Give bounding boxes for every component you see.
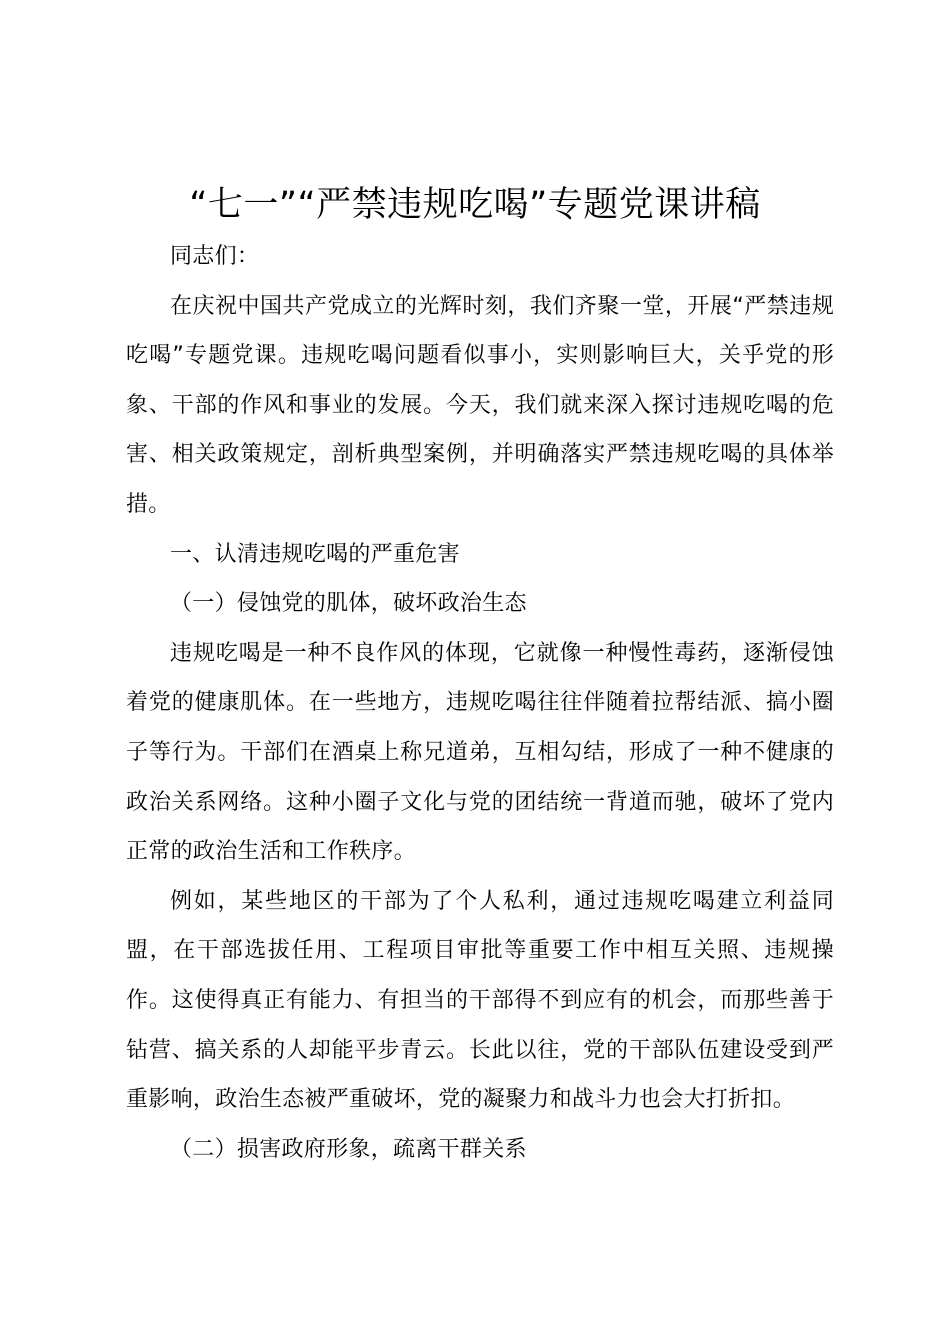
document-title: “七一”“严禁违规吃喝”专题党课讲稿 <box>189 185 761 225</box>
document-body <box>126 232 834 1174</box>
paragraph-body-2: 例如，某些地区的干部为了个人私利，通过违规吃喝建立利益同盟，在干部选拔任用、工程项目审批等重要工作中相互关照、违规操作。这使得真正有能力、有担当的干部得不到应有的机会，而那些善于钻营、搞关系的人却能平步青云。长此以往，党的干部队伍建设受到严重影响，政治生态被严重破坏，党的凝聚力和战斗力也会大打折扣。 <box>126 888 834 1113</box>
subsection-heading-1: （一）侵蚀党的肌体，破坏政治生态 <box>170 591 527 617</box>
paragraph-intro: 在庆祝中国共产党成立的光辉时刻，我们齐聚一堂，开展“严禁违规吃喝”专题党课。违规吃喝问题看似事小，实则影响巨大，关乎党的形象、干部的作风和事业的发展。今天，我们就来深入探讨违规吃喝的危害、相关政策规定，剖析典型案例，并明确落实严禁违规吃喝的具体举措。 <box>126 293 834 517</box>
subsection-heading-2: （二）损害政府形象，疏离干群关系 <box>170 1136 527 1162</box>
paragraph-body-1: 违规吃喝是一种不良作风的体现，它就像一种慢性毒药，逐渐侵蚀着党的健康肌体。在一些地方，违规吃喝往往伴随着拉帮结派、搞小圈子等行为。干部们在酒桌上称兄道弟，互相勾结，形成了一种不健康的政治关系网络。这种小圈子文化与党的团结统一背道而驰，破坏了党内正常的政治生活和工作秩序。 <box>126 640 834 865</box>
greeting: 同志们： <box>170 244 260 269</box>
section-heading-1: 一、认清违规吃喝的严重危害 <box>170 541 460 567</box>
